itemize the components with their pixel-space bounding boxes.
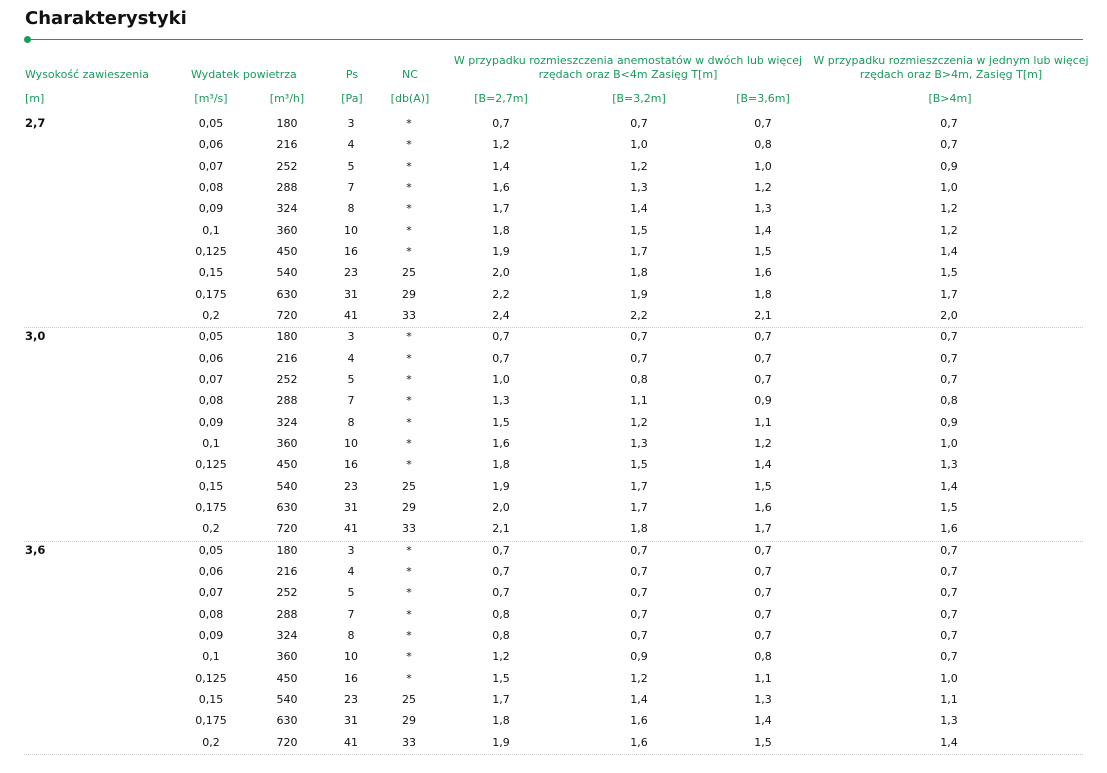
cell-nc: 25 bbox=[402, 479, 416, 493]
cell-ps: 31 bbox=[344, 714, 358, 728]
cell-airflow-m3s: 0,08 bbox=[198, 180, 224, 194]
cell-range-b36: 0,8 bbox=[754, 650, 772, 664]
cell-range-b36: 0,7 bbox=[754, 628, 772, 642]
cell-range-b4: 1,1 bbox=[940, 692, 958, 706]
cell-airflow-m3h: 630 bbox=[276, 714, 298, 728]
cell-range-b4: 1,5 bbox=[940, 266, 958, 280]
cell-range-b27: 2,1 bbox=[492, 522, 510, 536]
cell-range-b32: 1,4 bbox=[630, 202, 648, 216]
cell-ps: 10 bbox=[344, 436, 358, 450]
cell-range-b36: 1,8 bbox=[754, 287, 772, 301]
cell-range-b36: 2,1 bbox=[754, 308, 772, 322]
cell-ps: 16 bbox=[344, 244, 358, 258]
cell-ps: 23 bbox=[344, 266, 358, 280]
cell-range-b36: 1,5 bbox=[754, 479, 772, 493]
cell-range-b32: 1,5 bbox=[630, 458, 648, 472]
cell-ps: 4 bbox=[347, 351, 355, 365]
cell-ps: 23 bbox=[344, 479, 358, 493]
cell-range-b27: 2,4 bbox=[492, 308, 510, 322]
cell-nc: 29 bbox=[402, 714, 416, 728]
cell-airflow-m3h: 216 bbox=[276, 564, 298, 578]
cell-airflow-m3s: 0,175 bbox=[195, 500, 227, 514]
cell-range-b36: 1,1 bbox=[754, 415, 772, 429]
cell-ps: 10 bbox=[344, 650, 358, 664]
cell-ps: 8 bbox=[347, 415, 355, 429]
cell-range-b32: 0,7 bbox=[630, 117, 648, 130]
header-multi-row-label: W przypadku rozmieszczenia anemostatów w dwóch lub więcej rzędach oraz B<4m Zasięg T[m] bbox=[453, 54, 803, 81]
cell-airflow-m3s: 0,1 bbox=[202, 436, 220, 450]
cell-range-b4: 1,4 bbox=[940, 244, 958, 258]
cell-range-b27: 0,7 bbox=[492, 330, 510, 344]
cell-range-b32: 0,7 bbox=[630, 564, 648, 578]
cell-airflow-m3h: 630 bbox=[276, 500, 298, 514]
cell-range-b32: 0,7 bbox=[630, 607, 648, 621]
cell-airflow-m3h: 720 bbox=[276, 308, 298, 322]
cell-range-b32: 0,8 bbox=[630, 372, 648, 386]
cell-range-b36: 1,3 bbox=[754, 202, 772, 216]
cell-range-b27: 1,5 bbox=[492, 415, 510, 429]
cell-ps: 8 bbox=[347, 202, 355, 216]
cell-nc: 25 bbox=[402, 266, 416, 280]
cell-airflow-m3h: 288 bbox=[276, 180, 298, 194]
cell-airflow-m3s: 0,06 bbox=[198, 351, 224, 365]
cell-range-b27: 2,0 bbox=[492, 500, 510, 514]
cell-nc: 29 bbox=[402, 287, 416, 301]
cell-ps: 31 bbox=[344, 287, 358, 301]
cell-nc: * bbox=[406, 671, 412, 685]
cell-airflow-m3h: 216 bbox=[276, 138, 298, 152]
group-separator bbox=[24, 754, 1083, 755]
cell-airflow-m3h: 450 bbox=[276, 671, 298, 685]
header-height-unit: [m] bbox=[25, 92, 45, 105]
cell-range-b27: 1,7 bbox=[492, 202, 510, 216]
header-single-row-label: W przypadku rozmieszczenia w jednym lub więcej rzędach oraz B>4m, Zasięg T[m] bbox=[813, 54, 1089, 81]
cell-airflow-m3s: 0,2 bbox=[202, 735, 220, 749]
cell-airflow-m3h: 360 bbox=[276, 223, 298, 237]
cell-airflow-m3s: 0,1 bbox=[202, 650, 220, 664]
cell-nc: * bbox=[406, 223, 412, 237]
cell-range-b4: 0,7 bbox=[940, 351, 958, 365]
cell-range-b27: 1,2 bbox=[492, 138, 510, 152]
cell-nc: 33 bbox=[402, 308, 416, 322]
cell-nc: * bbox=[406, 415, 412, 429]
cell-range-b27: 0,8 bbox=[492, 607, 510, 621]
cell-airflow-m3h: 252 bbox=[276, 586, 298, 600]
cell-airflow-m3s: 0,05 bbox=[198, 543, 224, 557]
cell-range-b4: 1,2 bbox=[940, 202, 958, 216]
cell-range-b27: 0,8 bbox=[492, 628, 510, 642]
cell-range-b27: 1,9 bbox=[492, 735, 510, 749]
cell-nc: * bbox=[406, 564, 412, 578]
cell-range-b27: 2,0 bbox=[492, 266, 510, 280]
cell-airflow-m3h: 324 bbox=[276, 415, 298, 429]
cell-nc: * bbox=[406, 180, 412, 194]
cell-nc: * bbox=[406, 436, 412, 450]
cell-airflow-m3h: 450 bbox=[276, 458, 298, 472]
cell-nc: 33 bbox=[402, 522, 416, 536]
cell-range-b36: 0,7 bbox=[754, 586, 772, 600]
cell-range-b27: 1,9 bbox=[492, 479, 510, 493]
cell-nc: * bbox=[406, 628, 412, 642]
cell-range-b32: 1,2 bbox=[630, 415, 648, 429]
cell-ps: 4 bbox=[347, 564, 355, 578]
cell-airflow-m3h: 180 bbox=[276, 543, 298, 557]
cell-ps: 31 bbox=[344, 500, 358, 514]
cell-range-b27: 1,0 bbox=[492, 372, 510, 386]
cell-airflow-m3h: 216 bbox=[276, 351, 298, 365]
header-airflow-unit-m3h: [m³/h] bbox=[269, 92, 305, 105]
cell-range-b36: 1,3 bbox=[754, 692, 772, 706]
cell-airflow-m3s: 0,08 bbox=[198, 394, 224, 408]
cell-range-b36: 1,1 bbox=[754, 671, 772, 685]
cell-range-b4: 1,3 bbox=[940, 714, 958, 728]
cell-airflow-m3s: 0,09 bbox=[198, 415, 224, 429]
cell-range-b27: 1,5 bbox=[492, 671, 510, 685]
cell-range-b27: 1,8 bbox=[492, 458, 510, 472]
cell-range-b32: 1,3 bbox=[630, 180, 648, 194]
header-ps-label: Ps bbox=[345, 68, 359, 81]
cell-airflow-m3h: 288 bbox=[276, 394, 298, 408]
cell-airflow-m3s: 0,125 bbox=[195, 244, 227, 258]
cell-range-b32: 0,7 bbox=[630, 586, 648, 600]
cell-airflow-m3s: 0,15 bbox=[198, 692, 224, 706]
cell-nc: 33 bbox=[402, 735, 416, 749]
cell-airflow-m3h: 630 bbox=[276, 287, 298, 301]
cell-range-b32: 1,2 bbox=[630, 671, 648, 685]
cell-ps: 10 bbox=[344, 223, 358, 237]
cell-airflow-m3s: 0,05 bbox=[198, 330, 224, 344]
cell-range-b27: 1,2 bbox=[492, 650, 510, 664]
cell-nc: * bbox=[406, 202, 412, 216]
cell-range-b4: 0,7 bbox=[940, 586, 958, 600]
cell-nc: 29 bbox=[402, 500, 416, 514]
cell-airflow-m3s: 0,05 bbox=[198, 117, 224, 130]
cell-nc: * bbox=[406, 607, 412, 621]
cell-range-b32: 1,2 bbox=[630, 159, 648, 173]
cell-range-b27: 1,4 bbox=[492, 159, 510, 173]
cell-range-b36: 1,5 bbox=[754, 244, 772, 258]
cell-airflow-m3s: 0,15 bbox=[198, 266, 224, 280]
cell-nc: * bbox=[406, 117, 412, 130]
cell-range-b4: 1,3 bbox=[940, 458, 958, 472]
cell-range-b32: 1,7 bbox=[630, 244, 648, 258]
cell-nc: * bbox=[406, 372, 412, 386]
cell-range-b27: 0,7 bbox=[492, 564, 510, 578]
cell-airflow-m3s: 0,06 bbox=[198, 564, 224, 578]
cell-range-b36: 0,7 bbox=[754, 607, 772, 621]
cell-range-b27: 1,3 bbox=[492, 394, 510, 408]
cell-airflow-m3s: 0,125 bbox=[195, 458, 227, 472]
cell-range-b36: 0,9 bbox=[754, 394, 772, 408]
cell-airflow-m3h: 450 bbox=[276, 244, 298, 258]
cell-range-b36: 1,2 bbox=[754, 436, 772, 450]
cell-airflow-m3h: 252 bbox=[276, 159, 298, 173]
cell-range-b36: 0,7 bbox=[754, 543, 772, 557]
cell-range-b4: 1,0 bbox=[940, 436, 958, 450]
cell-range-b27: 0,7 bbox=[492, 586, 510, 600]
cell-nc: * bbox=[406, 650, 412, 664]
cell-range-b36: 0,7 bbox=[754, 564, 772, 578]
cell-airflow-m3h: 288 bbox=[276, 607, 298, 621]
cell-airflow-m3s: 0,175 bbox=[195, 714, 227, 728]
cell-range-b32: 1,6 bbox=[630, 735, 648, 749]
cell-airflow-m3h: 540 bbox=[276, 266, 298, 280]
cell-nc: * bbox=[406, 244, 412, 258]
group-separator bbox=[24, 327, 1083, 328]
cell-airflow-m3s: 0,125 bbox=[195, 671, 227, 685]
cell-nc: 25 bbox=[402, 692, 416, 706]
cell-range-b4: 0,7 bbox=[940, 543, 958, 557]
cell-range-b36: 0,8 bbox=[754, 138, 772, 152]
cell-airflow-m3s: 0,07 bbox=[198, 372, 224, 386]
cell-range-b36: 0,7 bbox=[754, 351, 772, 365]
cell-range-b36: 1,6 bbox=[754, 500, 772, 514]
cell-airflow-m3s: 0,06 bbox=[198, 138, 224, 152]
cell-airflow-m3h: 540 bbox=[276, 479, 298, 493]
cell-nc: * bbox=[406, 543, 412, 557]
cell-range-b32: 0,7 bbox=[630, 543, 648, 557]
header-b4: [B>4m] bbox=[928, 92, 972, 105]
cell-range-b27: 0,7 bbox=[492, 351, 510, 365]
cell-range-b36: 1,0 bbox=[754, 159, 772, 173]
cell-airflow-m3s: 0,07 bbox=[198, 586, 224, 600]
cell-range-b4: 1,7 bbox=[940, 287, 958, 301]
group-height-label: 3,6 bbox=[25, 542, 46, 557]
cell-range-b4: 0,9 bbox=[940, 159, 958, 173]
cell-range-b4: 0,7 bbox=[940, 330, 958, 344]
cell-range-b4: 0,7 bbox=[940, 372, 958, 386]
cell-range-b32: 1,0 bbox=[630, 138, 648, 152]
cell-range-b32: 1,8 bbox=[630, 522, 648, 536]
cell-range-b36: 0,7 bbox=[754, 372, 772, 386]
header-airflow-unit-m3s: [m³/s] bbox=[194, 92, 228, 105]
cell-range-b4: 0,7 bbox=[940, 117, 958, 130]
page-title: Charakterystyki bbox=[25, 8, 187, 29]
cell-range-b4: 2,0 bbox=[940, 308, 958, 322]
cell-range-b4: 0,7 bbox=[940, 564, 958, 578]
cell-ps: 3 bbox=[347, 543, 355, 557]
cell-airflow-m3h: 720 bbox=[276, 735, 298, 749]
cell-range-b4: 1,6 bbox=[940, 522, 958, 536]
cell-ps: 8 bbox=[347, 628, 355, 642]
cell-ps: 5 bbox=[347, 159, 355, 173]
cell-range-b4: 1,0 bbox=[940, 671, 958, 685]
cell-range-b27: 1,7 bbox=[492, 692, 510, 706]
cell-airflow-m3h: 540 bbox=[276, 692, 298, 706]
cell-ps: 41 bbox=[344, 522, 358, 536]
cell-range-b4: 1,4 bbox=[940, 479, 958, 493]
cell-ps: 16 bbox=[344, 671, 358, 685]
cell-nc: * bbox=[406, 586, 412, 600]
cell-range-b32: 1,1 bbox=[630, 394, 648, 408]
header-ps-unit: [Pa] bbox=[341, 92, 363, 105]
cell-nc: * bbox=[406, 138, 412, 152]
cell-range-b27: 0,7 bbox=[492, 117, 510, 130]
cell-range-b4: 1,0 bbox=[940, 180, 958, 194]
cell-airflow-m3s: 0,2 bbox=[202, 308, 220, 322]
cell-range-b32: 1,9 bbox=[630, 287, 648, 301]
cell-range-b32: 0,9 bbox=[630, 650, 648, 664]
cell-range-b4: 0,7 bbox=[940, 607, 958, 621]
cell-airflow-m3h: 360 bbox=[276, 436, 298, 450]
group-separator bbox=[24, 541, 1083, 542]
header-b32: [B=3,2m] bbox=[612, 92, 666, 105]
cell-airflow-m3h: 324 bbox=[276, 628, 298, 642]
cell-airflow-m3h: 324 bbox=[276, 202, 298, 216]
header-airflow-label: Wydatek powietrza bbox=[191, 68, 297, 81]
cell-range-b32: 1,6 bbox=[630, 714, 648, 728]
cell-nc: * bbox=[406, 330, 412, 344]
cell-nc: * bbox=[406, 458, 412, 472]
cell-range-b32: 1,7 bbox=[630, 500, 648, 514]
cell-range-b36: 1,4 bbox=[754, 223, 772, 237]
cell-range-b32: 0,7 bbox=[630, 330, 648, 344]
cell-airflow-m3h: 180 bbox=[276, 117, 298, 130]
cell-range-b32: 1,3 bbox=[630, 436, 648, 450]
cell-ps: 23 bbox=[344, 692, 358, 706]
cell-range-b36: 0,7 bbox=[754, 117, 772, 130]
cell-range-b4: 1,5 bbox=[940, 500, 958, 514]
cell-airflow-m3s: 0,175 bbox=[195, 287, 227, 301]
cell-range-b27: 2,2 bbox=[492, 287, 510, 301]
cell-range-b32: 1,4 bbox=[630, 692, 648, 706]
cell-range-b36: 0,7 bbox=[754, 330, 772, 344]
cell-range-b4: 1,4 bbox=[940, 735, 958, 749]
cell-airflow-m3s: 0,08 bbox=[198, 607, 224, 621]
cell-range-b4: 0,9 bbox=[940, 415, 958, 429]
cell-range-b27: 1,8 bbox=[492, 714, 510, 728]
cell-range-b27: 1,8 bbox=[492, 223, 510, 237]
cell-airflow-m3s: 0,09 bbox=[198, 628, 224, 642]
cell-range-b4: 0,7 bbox=[940, 650, 958, 664]
cell-range-b4: 0,8 bbox=[940, 394, 958, 408]
cell-range-b32: 0,7 bbox=[630, 351, 648, 365]
header-height-label: Wysokość zawieszenia bbox=[25, 68, 150, 81]
cell-airflow-m3s: 0,15 bbox=[198, 479, 224, 493]
cell-ps: 41 bbox=[344, 308, 358, 322]
cell-airflow-m3s: 0,2 bbox=[202, 522, 220, 536]
cell-airflow-m3s: 0,07 bbox=[198, 159, 224, 173]
cell-ps: 7 bbox=[347, 394, 355, 408]
cell-airflow-m3h: 180 bbox=[276, 330, 298, 344]
cell-range-b27: 1,9 bbox=[492, 244, 510, 258]
cell-nc: * bbox=[406, 159, 412, 173]
header-b36: [B=3,6m] bbox=[736, 92, 790, 105]
cell-range-b32: 2,2 bbox=[630, 308, 648, 322]
cell-nc: * bbox=[406, 394, 412, 408]
cell-range-b27: 1,6 bbox=[492, 180, 510, 194]
cell-airflow-m3s: 0,1 bbox=[202, 223, 220, 237]
header-nc-label: NC bbox=[402, 68, 418, 81]
cell-ps: 7 bbox=[347, 607, 355, 621]
cell-range-b36: 1,6 bbox=[754, 266, 772, 280]
header-nc-unit: [db(A)] bbox=[390, 92, 430, 105]
header-b27: [B=2,7m] bbox=[474, 92, 528, 105]
group-height-label: 3,0 bbox=[25, 329, 46, 344]
cell-ps: 16 bbox=[344, 458, 358, 472]
cell-range-b32: 1,7 bbox=[630, 479, 648, 493]
cell-range-b4: 1,2 bbox=[940, 223, 958, 237]
cell-range-b36: 1,5 bbox=[754, 735, 772, 749]
cell-ps: 5 bbox=[347, 586, 355, 600]
cell-ps: 5 bbox=[347, 372, 355, 386]
cell-range-b27: 1,6 bbox=[492, 436, 510, 450]
cell-range-b32: 0,7 bbox=[630, 628, 648, 642]
cell-airflow-m3h: 720 bbox=[276, 522, 298, 536]
cell-range-b36: 1,7 bbox=[754, 522, 772, 536]
cell-range-b27: 0,7 bbox=[492, 543, 510, 557]
cell-airflow-m3s: 0,09 bbox=[198, 202, 224, 216]
cell-ps: 4 bbox=[347, 138, 355, 152]
cell-airflow-m3h: 360 bbox=[276, 650, 298, 664]
group-height-label: 2,7 bbox=[25, 116, 46, 130]
cell-nc: * bbox=[406, 351, 412, 365]
cell-airflow-m3h: 252 bbox=[276, 372, 298, 386]
cell-ps: 41 bbox=[344, 735, 358, 749]
cell-range-b36: 1,2 bbox=[754, 180, 772, 194]
cell-range-b32: 1,5 bbox=[630, 223, 648, 237]
cell-ps: 3 bbox=[347, 330, 355, 344]
cell-range-b4: 0,7 bbox=[940, 138, 958, 152]
cell-range-b36: 1,4 bbox=[754, 714, 772, 728]
cell-ps: 7 bbox=[347, 180, 355, 194]
cell-range-b32: 1,8 bbox=[630, 266, 648, 280]
cell-ps: 3 bbox=[347, 117, 355, 130]
cell-range-b4: 0,7 bbox=[940, 628, 958, 642]
cell-range-b36: 1,4 bbox=[754, 458, 772, 472]
